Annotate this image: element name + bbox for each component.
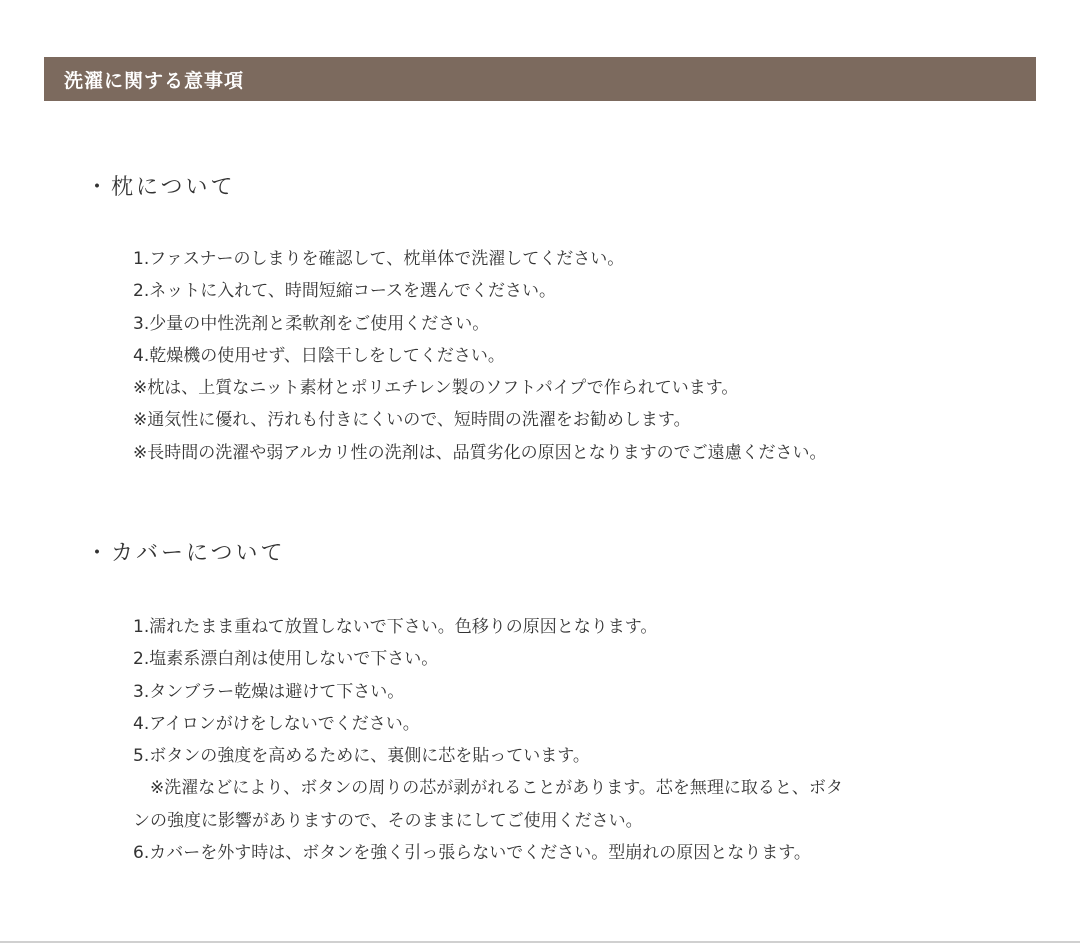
list-item: ※枕は、上質なニット素材とポリエチレン製のソフトパイプで作られています。 (133, 378, 739, 399)
list-item: 4.アイロンがけをしないでください。 (133, 713, 420, 734)
list-item: 2.ネットに入れて、時間短縮コースを選んでください。 (133, 281, 557, 302)
list-item: 6.カバーを外す時は、ボタンを強く引っ張らないでください。型崩れの原因となります。 (133, 843, 811, 864)
list-item: 1.濡れたまま重ねて放置しないで下さい。色移りの原因となります。 (133, 617, 658, 637)
cover-instructions-list (133, 611, 993, 869)
list-item: 1.ファスナーのしまりを確認して、枕単体で洗濯してください。 (133, 249, 625, 269)
list-item: ンの強度に影響がありますので、そのままにしてご使用ください。 (133, 810, 643, 831)
list-item: 2.塩素系漂白剤は使用しないで下さい。 (133, 649, 439, 670)
pillow-instructions-list (133, 243, 993, 469)
header-title: 洗濯に関する意事項 (64, 69, 245, 92)
bottom-divider (0, 941, 1080, 943)
section-heading-pillow: ・枕について (86, 175, 236, 200)
section-heading-cover: ・カバーについて (86, 541, 286, 566)
list-item: ※洗濯などにより、ボタンの周りの芯が剥がれることがあります。芯を無理に取ると、ボタ (150, 778, 843, 799)
list-item: ※長時間の洗濯や弱アルカリ性の洗剤は、品質劣化の原因となりますのでご遠慮ください。 (133, 442, 827, 463)
header-bar (44, 57, 1036, 101)
list-item: 5.ボタンの強度を高めるために、裏側に芯を貼っています。 (133, 746, 590, 767)
list-item: 3.タンブラー乾燥は避けて下さい。 (133, 681, 405, 702)
list-item: ※通気性に優れ、汚れも付きにくいので、短時間の洗濯をお勧めします。 (133, 410, 691, 431)
list-item: 4.乾燥機の使用せず、日陰干しをしてください。 (133, 345, 505, 366)
list-item: 3.少量の中性洗剤と柔軟剤をご使用ください。 (133, 313, 490, 334)
